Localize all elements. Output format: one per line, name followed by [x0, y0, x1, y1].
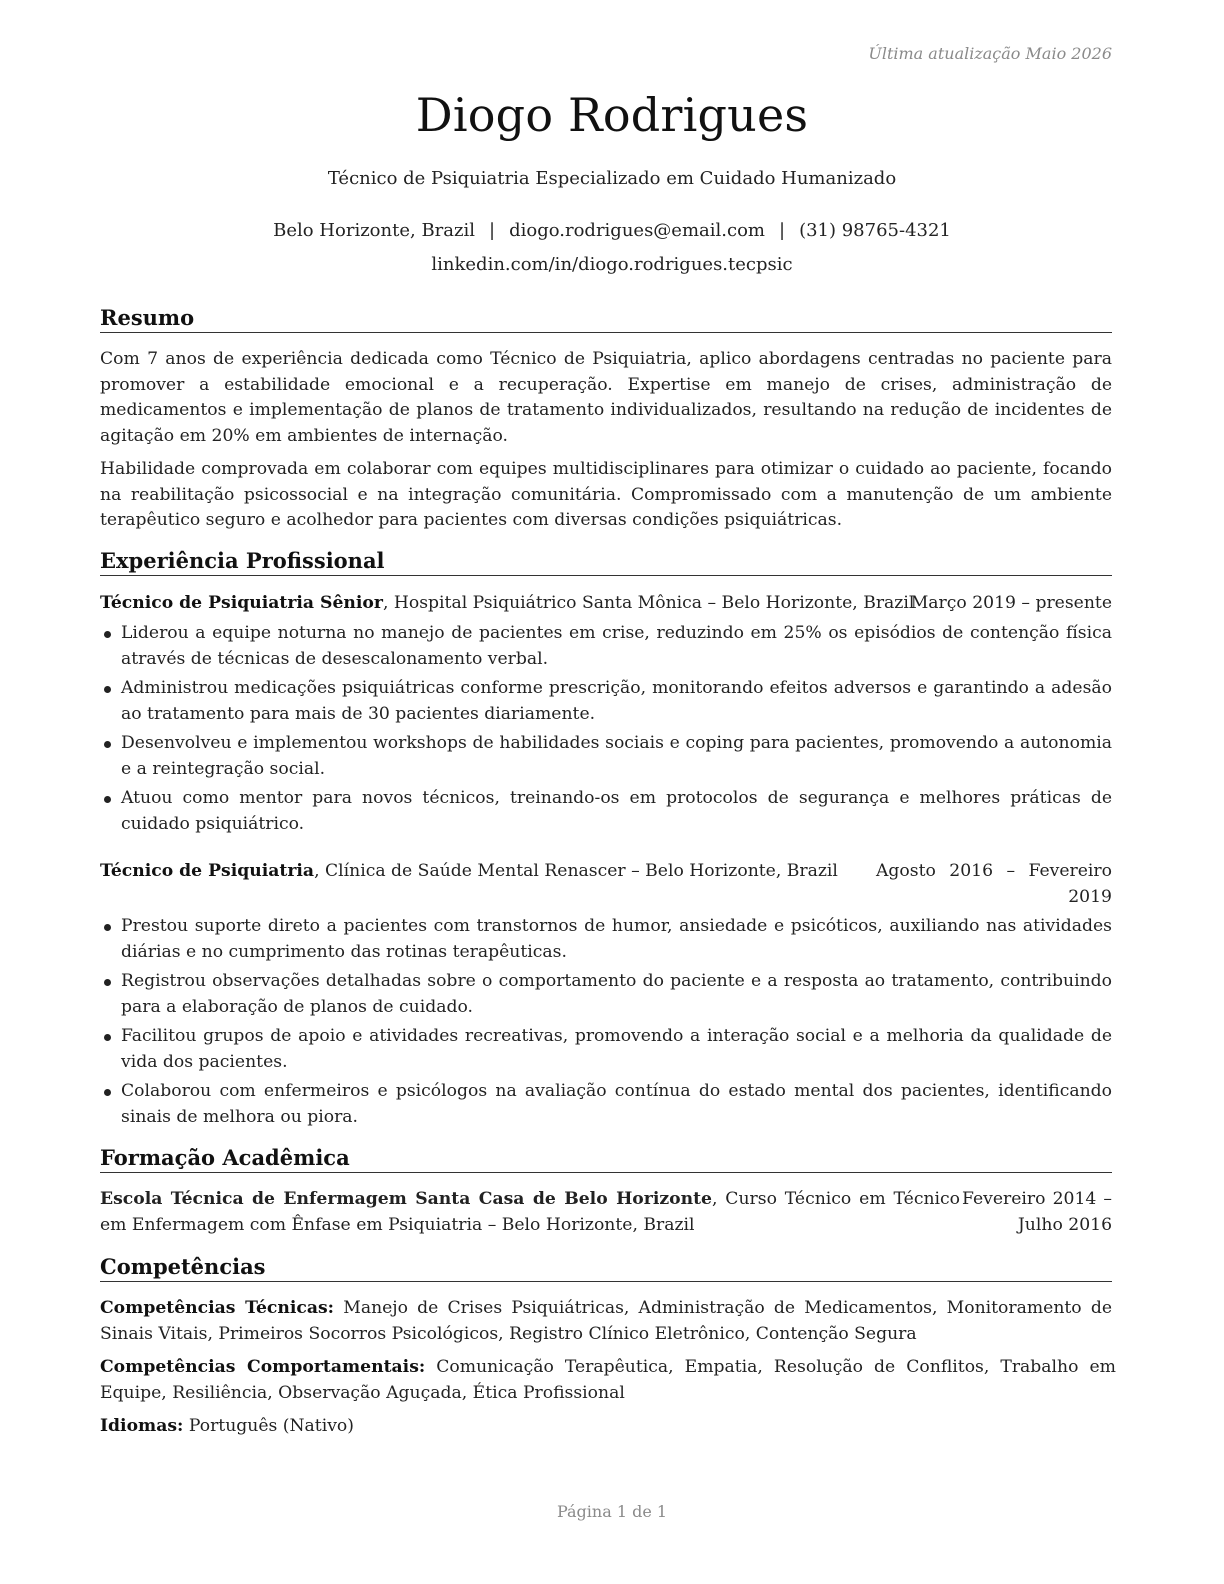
- skills-label: Competências Técnicas:: [100, 1298, 335, 1318]
- job-bullets: [100, 621, 1112, 841]
- education-dates: Fevereiro 2014 – Julho 2016: [962, 1189, 1112, 1235]
- skills-label: Competências Comportamentais:: [100, 1357, 426, 1377]
- location: Belo Horizonte, Brazil: [273, 220, 476, 241]
- list-item: Atuou como mentor para novos técnicos, treinando-os em protocolos de segurança e melhores práticas de cuidado psiquiátrico.: [100, 786, 1112, 837]
- skills-value: Português (Nativo): [188, 1416, 354, 1436]
- phone: (31) 98765-4321: [799, 220, 951, 241]
- summary-paragraph: Com 7 anos de experiência dedicada como Técnico de Psiquiatria, aplico abordagens centradas no paciente para promover a estabilidade emocional e a recuperação. Expertise em manejo de crises, administração de medicamentos e implementação de planos de tratamento individualizados, resultando na redução de incidentes de agitação em 20% em ambientes de internação.: [100, 349, 1112, 446]
- section-title-summary: Resumo: [100, 305, 1112, 333]
- skills-languages: [100, 1414, 1116, 1440]
- skills-technical: [100, 1296, 1112, 1347]
- job-org: , Clínica de Saúde Mental Renascer – Belo Horizonte, Brazil: [314, 861, 838, 881]
- linkedin-link[interactable]: linkedin.com/in/diogo.rodrigues.tecpsic: [431, 254, 793, 275]
- job-role: Técnico de Psiquiatria Sênior: [100, 593, 383, 613]
- skills-value: Comunicação Terapêutica, Empatia, Resolução de Conflitos, Trabalho em Equipe, Resiliência, Observação Aguçada, Ética Profissional: [100, 1357, 1116, 1403]
- job-dates: Agosto 2016 – Fevereiro 2019: [876, 861, 1112, 907]
- section-title-skills: Competências: [100, 1254, 1112, 1282]
- separator: |: [489, 220, 496, 241]
- separator: |: [778, 220, 786, 241]
- job-dates: Março 2019 – presente: [910, 593, 1112, 613]
- headline: Técnico de Psiquiatria Especializado em Cuidado Humanizado: [327, 168, 897, 189]
- skills-value: Manejo de Crises Psiquiátricas, Administração de Medicamentos, Monitoramento de Sinais Vitais, Primeiros Socorros Psicológicos, Registro Clínico Eletrônico, Contenção Segura: [100, 1298, 1113, 1344]
- skills-behavioral: [100, 1355, 1116, 1406]
- candidate-name: Diogo Rodrigues: [415, 88, 809, 142]
- section-title-education: Formação Acadêmica: [100, 1145, 1112, 1173]
- list-item: Desenvolveu e implementou workshops de habilidades sociais e coping para pacientes, promovendo a autonomia e a reintegração social.: [100, 731, 1112, 782]
- list-item: Facilitou grupos de apoio e atividades recreativas, promovendo a interação social e a melhoria da qualidade de vida dos pacientes.: [100, 1024, 1112, 1075]
- education-entry: [100, 1187, 1112, 1238]
- school-name: Escola Técnica de Enfermagem Santa Casa de Belo Horizonte: [100, 1189, 712, 1209]
- list-item: Administrou medicações psiquiátricas conforme prescrição, monitorando efeitos adversos e garantindo a adesão ao tratamento para mais de 30 pacientes diariamente.: [100, 676, 1112, 727]
- summary-paragraph: Habilidade comprovada em colaborar com equipes multidisciplinares para otimizar o cuidado ao paciente, focando na reabilitação psicossocial e na integração comunitária. Compromissado com a manutenção de um ambiente terapêutico seguro e acolhedor para pacientes com diversas condições psiquiátricas.: [100, 459, 1112, 530]
- email-link[interactable]: diogo.rodrigues@email.com: [509, 220, 765, 241]
- section-title-experience: Experiência Profissional: [100, 548, 1112, 576]
- list-item: Liderou a equipe noturna no manejo de pacientes em crise, reduzindo em 25% os episódios de contenção física através de técnicas de desescalonamento verbal.: [100, 621, 1112, 672]
- skills-label: Idiomas:: [100, 1416, 184, 1436]
- course-name: , Curso Técnico em Técnico em Enfermagem com Ênfase em Psiquiatria – Belo Horizonte, Brazil: [100, 1189, 960, 1235]
- contact-line: [0, 220, 1224, 241]
- page-number: Página 1 de 1: [556, 1502, 668, 1521]
- last-updated: Última atualização Maio 2026: [868, 44, 1112, 63]
- job-org: , Hospital Psiquiátrico Santa Mônica – Belo Horizonte, Brazil: [382, 593, 915, 613]
- job-header: [100, 859, 1112, 907]
- list-item: Colaborou com enfermeiros e psicólogos na avaliação contínua do estado mental dos pacientes, identificando sinais de melhora ou piora.: [100, 1079, 1112, 1130]
- job-bullets: [100, 914, 1112, 1134]
- list-item: Registrou observações detalhadas sobre o comportamento do paciente e a resposta ao tratamento, contribuindo para a elaboração de planos de cuidado.: [100, 969, 1112, 1020]
- list-item: Prestou suporte direto a pacientes com transtornos de humor, ansiedade e psicóticos, auxiliando nas atividades diárias e no cumprimento das rotinas terapêuticas.: [100, 914, 1112, 965]
- job-role: Técnico de Psiquiatria: [100, 861, 315, 881]
- job-header: [100, 591, 1112, 617]
